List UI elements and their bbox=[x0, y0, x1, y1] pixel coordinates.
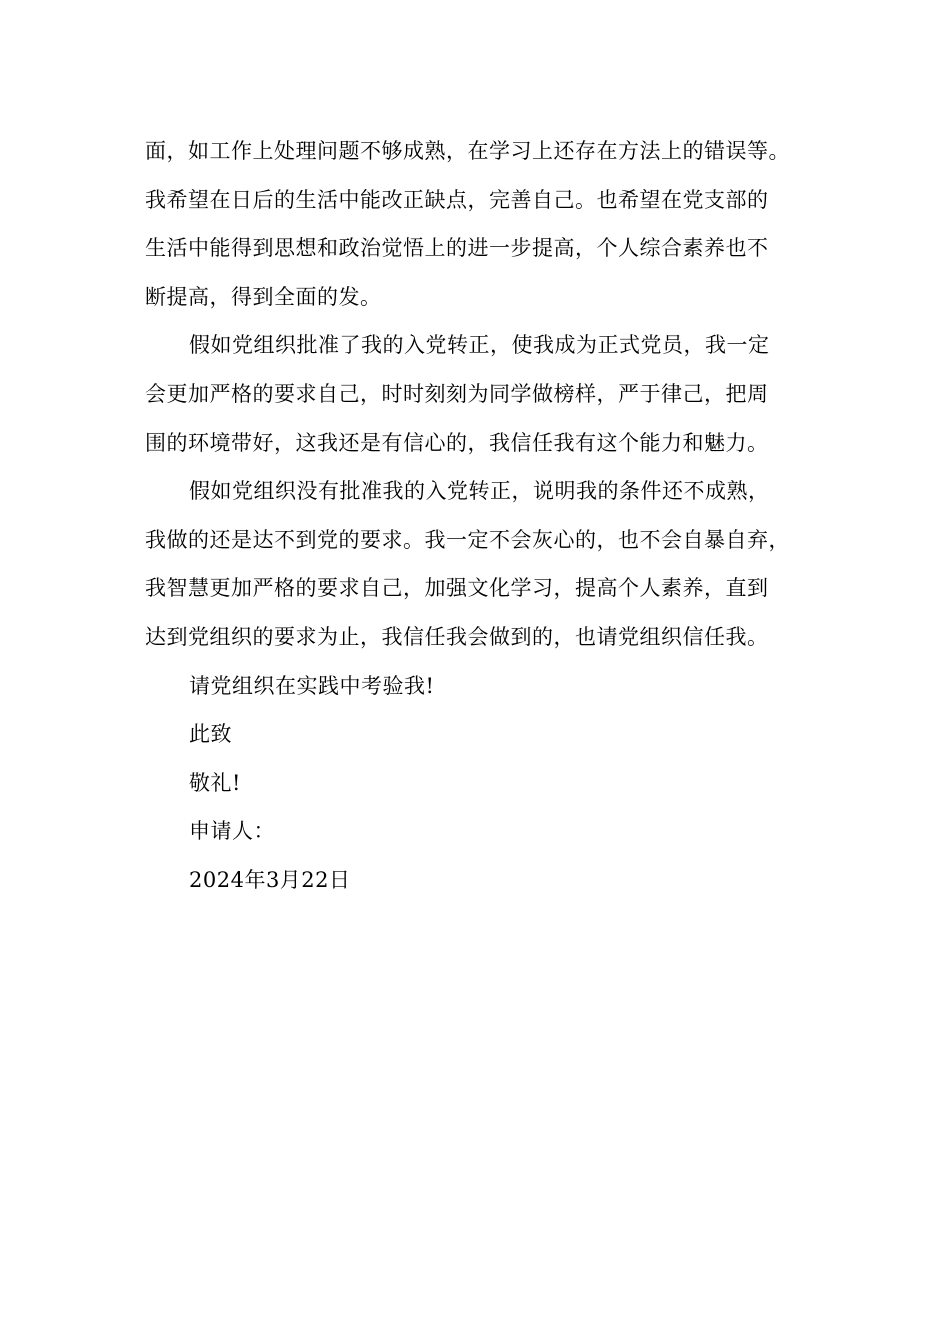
text-line: 生活中能得到思想和政治觉悟上的进一步提高，个人综合素养也不 bbox=[145, 236, 769, 261]
text-line: 会更加严格的要求自己，时时刻刻为同学做榜样，严于律己，把周 bbox=[145, 381, 769, 406]
text-line: 我做的还是达不到党的要求。我一定不会灰心的，也不会自暴自弃， bbox=[145, 527, 790, 552]
text-line: 达到党组织的要求为止，我信任我会做到的，也请党组织信任我。 bbox=[145, 624, 769, 649]
letter-date: 2024年3月22日 bbox=[189, 867, 351, 892]
text-line: 断提高，得到全面的发。 bbox=[145, 284, 382, 309]
text-line: 我智慧更加严格的要求自己，加强文化学习，提高个人素养，直到 bbox=[145, 576, 769, 601]
text-line: 假如党组织批准了我的入党转正，使我成为正式党员，我一定 bbox=[189, 333, 770, 358]
text-line: 假如党组织没有批准我的入党转正，说明我的条件还不成熟， bbox=[189, 479, 770, 504]
text-line: 我希望在日后的生活中能改正缺点，完善自己。也希望在党支部的 bbox=[145, 187, 769, 212]
closing-request: 请党组织在实践中考验我! bbox=[189, 673, 435, 698]
applicant-label: 申请人： bbox=[189, 819, 275, 844]
salutation: 此致 bbox=[189, 722, 232, 747]
letter-body bbox=[145, 127, 825, 905]
text-line: 面，如工作上处理问题不够成熟，在学习上还存在方法上的错误等。 bbox=[145, 139, 790, 163]
salutation-regards: 敬礼! bbox=[189, 770, 241, 795]
text-line: 围的环境带好，这我还是有信心的，我信任我有这个能力和魅力。 bbox=[145, 430, 769, 455]
